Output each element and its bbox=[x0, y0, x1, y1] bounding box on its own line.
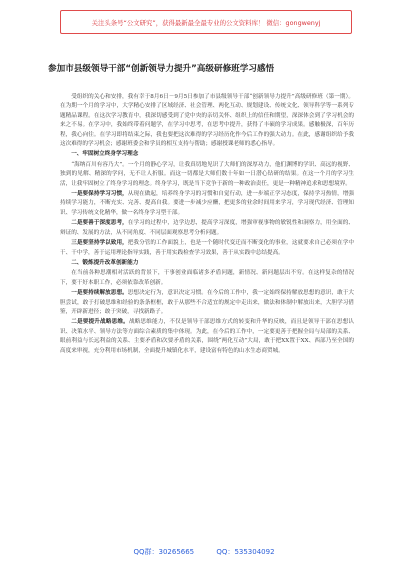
paragraph-lead: 三是要坚持学以致用， bbox=[71, 240, 128, 247]
body-paragraph: “海纳百川有容乃大”。一个月的静心学习，让我真切地见识了大师们的深厚功力，他们渊博的学识、高远的视野、独到的见解、精深的学问，无不让人折服。而这一切都是大师们数十年如一日潜心钻研的结果。在这一个月的学习生活，让我牢固树立了终身学习的理念。终身学习，既是当下竞争于新的一种政治责任，更是一种精神追求和思想境界。 bbox=[60, 161, 354, 187]
body-paragraph bbox=[60, 239, 354, 258]
footer-qq: 535304092 bbox=[234, 548, 275, 556]
document-body bbox=[60, 93, 354, 357]
footer-qq-group-label: QQ群： bbox=[133, 548, 159, 556]
promo-banner[interactable] bbox=[60, 10, 352, 34]
paragraph-lead: 一是要持续解放思想。 bbox=[71, 290, 128, 297]
paragraph-text: 在学习的过程中，边学边思，提高学习深度，增强审视事物的敏锐性和洞察力，用全面的、辩证的、发展的方法，从不同角度、不同层面观察思考分析问题。 bbox=[60, 220, 354, 236]
body-paragraph bbox=[60, 190, 354, 218]
paragraph-lead: 二是要提升战略思维。 bbox=[71, 319, 129, 326]
footer-qq-group: 30265665 bbox=[158, 548, 195, 556]
paragraph-text: 思想决定行为，意识决定习惯。在今后的工作中，我一定始终保持解放思想的意识，敢于大胆尝试，敢于打破思维和经验的条条框框，敢于从那些不合适宜的规定中走出来，做法和体制中解放出来，大胆学习借鉴，开辟新进径；敢于突破，寻找新路子。 bbox=[60, 290, 354, 315]
body-paragraph bbox=[60, 289, 354, 317]
paragraph-text: 把我分管的工作面貌上，也是一个随时代变迁而不断变化的事业，这就要求自己必须在学中干、干中学，善于运用理论指导实践，善于用实践检查学习效果，善于从实践中总结提高。 bbox=[60, 240, 354, 256]
paragraph-lead: 一是要保持学习习惯， bbox=[71, 191, 128, 198]
paragraph-lead: 二是要善于深度思考， bbox=[71, 220, 128, 227]
document-title: 参加市县级领导干部“创新领导力提升”高级研修班学习感悟 bbox=[48, 64, 275, 74]
body-paragraph: 受组织的关心和安排，我有幸于8月6日－9月5日参加了市县级领导干部“创新领导力提升”高级研修班（第一期）。在为期一个月的学习中，大学精心安排了区域经济、社会管理、两化互动、规划建设、传统文化、领导科学等一系列专题精品课程。在这次学习教育中，我深切感受到了党中央的亲切关怀、组织上的信任和期望，深深体会到了学习机会的来之不易。在学习中，我始终带着问题学，在学习中思考，在思考中提升，获得了丰硕的学习成果。感触极深，百年历程，我心向往。在学习即将结束之际，我也要把这次难得的学习经历化作今后工作的强大动力。在此，感谢组织给予我这次难得的学习机会；感谢班委会和学员的相互支持与帮助；感谢授课老师的悉心指导。 bbox=[60, 94, 354, 148]
body-paragraph bbox=[60, 318, 354, 356]
promo-banner-text: 关注头条号“公文研究”，获得最新最全最专业的公文资料库！ 微信：gongwenyj bbox=[91, 18, 321, 27]
section-heading: 一、牢固树立终身学习理念 bbox=[71, 151, 139, 158]
paragraph-text: 从现在做起，培养终身学习的习惯和自觉行动，进一步端正学习态度，保持学习热情，增强持续学习能力，不断充实、完善、提高自我。要进一步减少应酬，把更多的业余时间用来学习，学习现代经济、管理知识、学习传统文化精华，做一名终身学习型干部。 bbox=[60, 191, 354, 216]
footer-qq-label: QQ： bbox=[216, 548, 235, 556]
section-heading: 二、锻炼提升改革创新能力 bbox=[71, 259, 139, 266]
body-paragraph: 在当前各种思潮相对活跃的背景下，干事创业面临诸多矛盾问题，新情况、新问题层出不穷。在这样复杂的情况下，要干好本职工作，必须依靠改革创新。 bbox=[60, 270, 354, 286]
body-paragraph bbox=[60, 219, 354, 238]
paragraph-text: 战略思维能力，不仅是领导干部思维方式的转变和升华的反映，而且是领导干部在思想认识、决策水平、领导方法等方面综合素质的集中体现。为此，在今后的工作中，一定要更善于把握全局与局部的关系、眼前利益与长远利益的关系、主要矛盾和次要矛盾的关系，围绕“两化互动”大局，敢于把XX置于XX、西部乃至全国的高度来审视，充分利用市场机制，全面提升城镇化水平，建设富有特色的山水生态商贸城。 bbox=[60, 319, 354, 354]
footer-contact bbox=[0, 547, 408, 557]
